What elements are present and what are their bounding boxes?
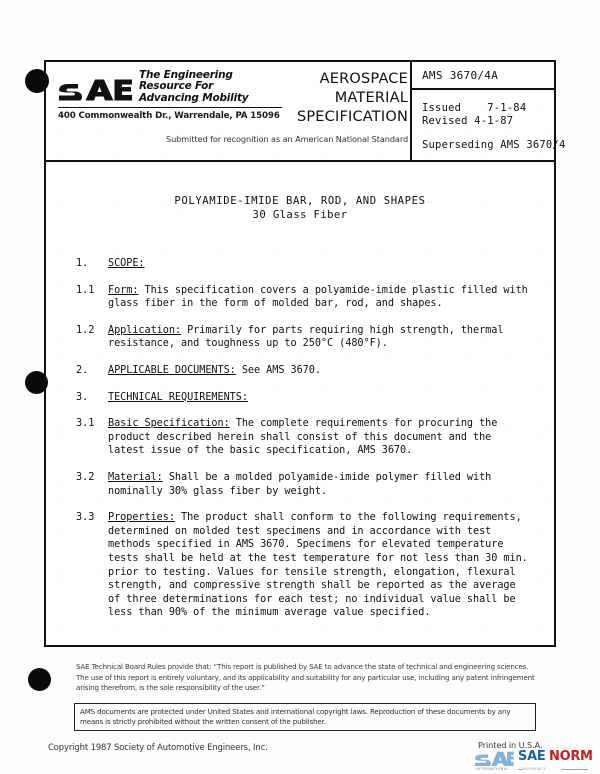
section-row	[76, 471, 532, 498]
section-number: 1.2	[76, 324, 95, 336]
section-heading: Form:	[108, 284, 139, 296]
sae-tagline	[139, 70, 248, 104]
section-body: This specification covers a polyamide-imide plastic filled with glass fiber in the form of molded bar, rod, and shapes.	[108, 284, 528, 310]
section-heading: APPLICABLE DOCUMENTS:	[108, 364, 236, 376]
section-heading: TECHNICAL REQUIREMENTS:	[108, 391, 248, 403]
section-body: The complete requirements for procuring the product described herein shall consist of this document and the latest issue of the basic specification, AMS 3670.	[108, 418, 498, 457]
document-frame	[44, 60, 566, 647]
section-number: 3.1	[76, 418, 95, 430]
document-header	[46, 62, 566, 162]
spec-number-block	[410, 62, 566, 160]
section-heading: Basic Specification:	[108, 418, 230, 430]
header-left-block	[58, 70, 294, 121]
section-text	[108, 471, 532, 498]
section-heading: SCOPE:	[108, 258, 145, 269]
header-divider-rule	[58, 107, 282, 108]
section-row	[76, 364, 532, 378]
watermark-subtext-left: INTERNATIONAL	[476, 767, 509, 771]
section-heading: Material:	[108, 471, 163, 483]
copyright-notice-box: AMS documents are protected under United States and international copyright laws. Reproduction of these documents by any means is strictly prohibited without the written consent of the publisher.	[74, 703, 536, 731]
specification-heading	[282, 70, 408, 127]
tagline-line-1: The Engineering	[139, 69, 233, 81]
section-text	[108, 364, 532, 378]
submitted-note: Submitted for recognition as an American National Standard	[166, 134, 409, 144]
issue-dates	[412, 90, 554, 128]
sae-norm-watermark	[474, 748, 592, 774]
section-number: 2.	[76, 364, 89, 376]
technical-board-rules: SAE Technical Board Rules provide that: “This report is published by SAE to advance the state of technical and engineering sciences. The use of this report is entirely voluntary, and its applicability and suitability for any particular use, including any patent infringement arising therefrom, is the sole responsibility of the user.”	[76, 662, 535, 693]
section-text	[108, 257, 532, 271]
superseding-note: Superseding AMS 3670/4	[422, 139, 566, 151]
section-row	[76, 324, 532, 351]
revised-date: Revised 4-1-87	[422, 115, 514, 127]
section-heading: Application:	[108, 324, 182, 336]
section-row	[76, 257, 532, 271]
section-text	[108, 284, 532, 311]
document-subtitle: 30 Glass Fiber	[252, 208, 348, 221]
punch-hole-mark-1	[25, 69, 49, 93]
punch-hole-mark-2	[25, 371, 48, 394]
ams-number: AMS 3670/4A	[412, 62, 554, 90]
tagline-line-2: Resource For	[139, 80, 214, 93]
section-heading: Properties:	[108, 512, 175, 524]
issued-date: Issued 7-1-84	[422, 102, 527, 114]
section-row	[76, 284, 532, 311]
spec-heading-line-3: SPECIFICATION	[296, 109, 408, 125]
printed-in-label: Printed in U.S.A.	[478, 740, 543, 750]
section-body: Primarily for parts requiring high strength, thermal resistance, and toughness up to 250°C (480°F).	[108, 324, 504, 350]
watermark-word-sae: SAE	[518, 749, 546, 764]
section-number: 1.	[76, 258, 89, 269]
sae-logo-icon	[58, 73, 132, 101]
watermark-subtext-right: REFERENCE	[522, 767, 547, 771]
section-text	[108, 324, 532, 351]
punch-hole-mark-3	[28, 668, 51, 691]
section-number: 1.1	[76, 284, 95, 296]
document-body	[46, 257, 554, 620]
section-text	[108, 511, 532, 620]
sae-badge-icon	[474, 749, 514, 766]
section-number: 3.3	[76, 512, 95, 524]
spec-heading-line-1: AEROSPACE	[319, 71, 408, 87]
watermark-rule-right	[562, 769, 588, 770]
section-body: See AMS 3670.	[235, 364, 321, 376]
document-title-block	[46, 195, 554, 222]
section-number: 3.	[76, 391, 89, 403]
spec-heading-line-2: MATERIAL	[334, 90, 408, 106]
section-row	[76, 511, 532, 620]
section-number: 3.2	[76, 471, 95, 483]
section-body: The product shall conform to the following requirements, determined on molded test specimens and in accordance with test methods specified in AMS 3670. Specimens for elevated temperature tests shall be held at the test temperature for not less than 30 min. prior to testing. Values for tensile strength, elongation, flexural strength, and compressive strength shall be reported as the average of three determinations for each test; no individual value shall be less than 90% of the minimum average value specified.	[108, 512, 528, 619]
section-text	[108, 417, 532, 458]
tagline-line-3: Advancing Mobility	[139, 91, 249, 104]
watermark-rule-left	[518, 769, 522, 770]
sae-address: 400 Commonwealth Dr., Warrendale, PA 15096	[58, 111, 280, 122]
section-body: Shall be a molded polyamide-imide polymer filled with nominally 30% glass fiber by weight.	[108, 471, 492, 497]
document-title: POLYAMIDE-IMIDE BAR, ROD, AND SHAPES	[174, 195, 426, 207]
section-row	[76, 417, 532, 458]
section-row	[76, 391, 532, 405]
copyright-line: Copyright 1987 Society of Automotive Engineers, Inc.	[48, 742, 268, 752]
watermark-word-norm: NORM	[549, 749, 593, 764]
section-text	[108, 391, 532, 405]
